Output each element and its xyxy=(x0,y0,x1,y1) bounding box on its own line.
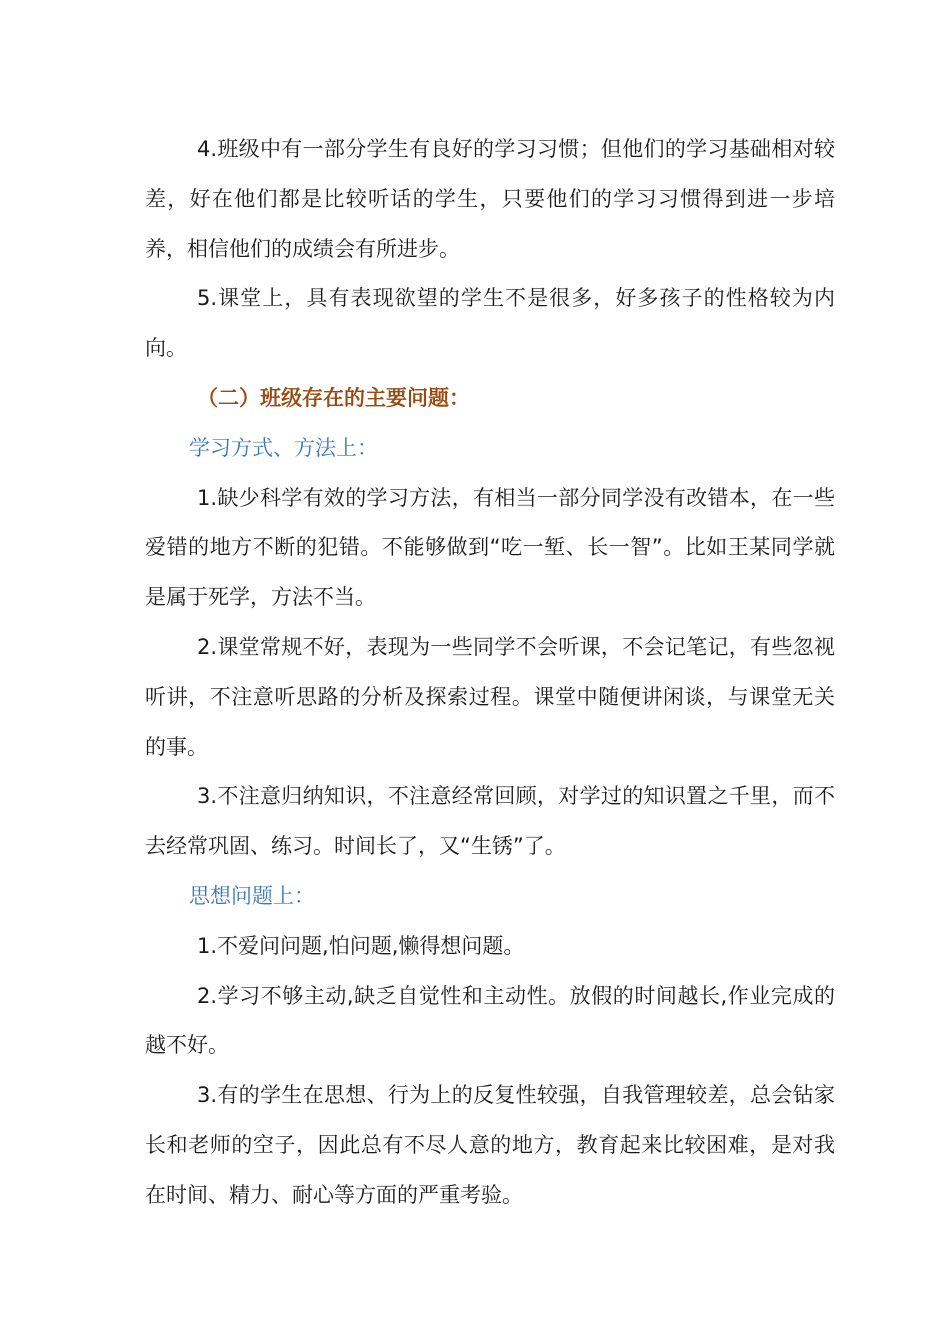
paragraph-classroom-expression: 5.课堂上，具有表现欲望的学生不是很多，好多孩子的性格较为内向。 xyxy=(145,286,835,361)
document-page xyxy=(145,125,835,1221)
paragraph-repetitive-behavior: 3.有的学生在思想、行为上的反复性较强，自我管理较差，总会钻家长和老师的空子，因此总有不尽人意的地方，教育起来比较困难，是对我在时间、精力、耐心等方面的严重考验。 xyxy=(145,1083,835,1207)
section-heading-main-problems: （二）班级存在的主要问题： xyxy=(197,385,470,410)
paragraph-lack-methods: 1.缺少科学有效的学习方法，有相当一部分同学没有改错本，在一些爱错的地方不断的犯错。不能够做到“吃一堑、长一智”。比如王某同学就是属于死学，方法不当。 xyxy=(145,485,835,610)
subheading-study-methods: 学习方式、方法上： xyxy=(189,435,378,460)
subheading-ideological-problems: 思想问题上： xyxy=(189,883,315,908)
paragraph-summarize-knowledge: 3.不注意归纳知识，不注意经常回顾，对学过的知识置之千里，而不去经常巩固、练习。时间长了，又“生锈”了。 xyxy=(145,784,835,859)
paragraph-not-asking: 1.不爱问问题,怕问题,懒得想问题。 xyxy=(197,933,525,958)
paragraph-study-habits: 4.班级中有一部分学生有良好的学习习惯；但他们的学习基础相对较差，好在他们都是比较听话的学生，只要他们的学习习惯得到进一步培养，相信他们的成绩会有所进步。 xyxy=(145,137,835,261)
paragraph-not-proactive: 2.学习不够主动,缺乏自觉性和主动性。放假的时间越长,作业完成的越不好。 xyxy=(145,983,835,1058)
paragraph-classroom-routine: 2.课堂常规不好，表现为一些同学不会听课，不会记笔记，有些忽视听讲，不注意听思路的分析及探索过程。课堂中随便讲闲谈，与课堂无关的事。 xyxy=(145,634,835,759)
